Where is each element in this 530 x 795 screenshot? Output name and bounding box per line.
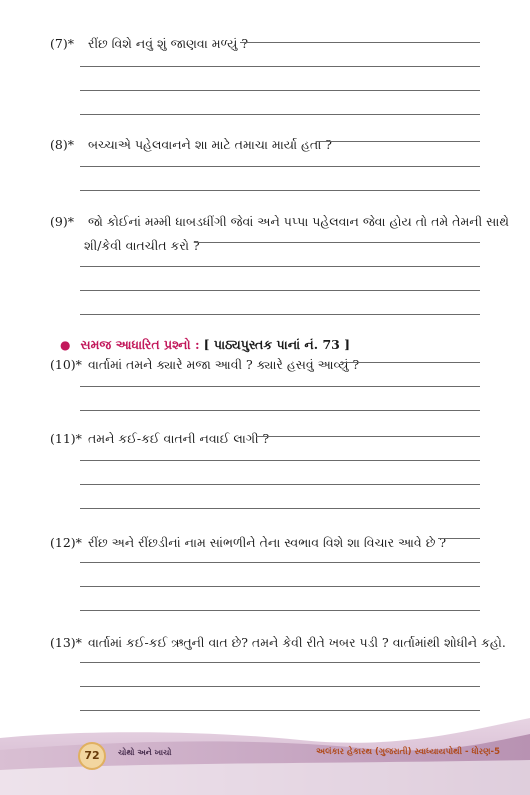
question-text: રીંછ અને રીંછડીનાં નામ સાંભળીને તેના સ્વભાવ વિશે શા વિચાર આવે છે ? bbox=[87, 535, 447, 550]
bullet-icon: ● bbox=[60, 338, 71, 352]
answer-line[interactable] bbox=[80, 166, 480, 167]
question-text: વાર્તામાં તમને ક્યારે મજા આવી ? ક્યારે હસવું આવ્યું ? bbox=[87, 357, 360, 372]
question-8 bbox=[50, 137, 332, 153]
question-text: બચ્ચાએ પહેલવાનને શા માટે તમાચા માર્યા હતા ? bbox=[87, 137, 332, 152]
answer-line[interactable] bbox=[438, 538, 480, 539]
answer-line[interactable] bbox=[240, 42, 480, 43]
textbook-reference: [ પાઠ્યપુસ્તક પાનાં નં. 73 ] bbox=[203, 337, 351, 352]
answer-line[interactable] bbox=[256, 436, 480, 437]
question-9 bbox=[50, 214, 509, 230]
question-number: (11)* bbox=[50, 431, 82, 446]
question-number: (7)* bbox=[50, 36, 74, 51]
answer-line[interactable] bbox=[80, 190, 480, 191]
question-11 bbox=[50, 431, 269, 447]
answer-line[interactable] bbox=[340, 362, 480, 363]
answer-line[interactable] bbox=[80, 484, 480, 485]
question-12 bbox=[50, 535, 446, 551]
answer-line[interactable] bbox=[80, 460, 480, 461]
question-text: તમને કઈ-કઈ વાતની નવાઈ લાગી ? bbox=[87, 431, 270, 446]
answer-line[interactable] bbox=[80, 662, 480, 663]
answer-line[interactable] bbox=[80, 66, 480, 67]
question-number: (10)* bbox=[50, 357, 82, 372]
question-10 bbox=[50, 357, 359, 373]
section-label: સમજ આધારિત પ્રશ્નો : bbox=[80, 337, 200, 352]
answer-line[interactable] bbox=[80, 562, 480, 563]
answer-line[interactable] bbox=[80, 586, 480, 587]
answer-line[interactable] bbox=[80, 610, 480, 611]
answer-line[interactable] bbox=[80, 266, 480, 267]
answer-line[interactable] bbox=[80, 386, 480, 387]
answer-line[interactable] bbox=[80, 410, 480, 411]
question-text: જો કોઈનાં મમ્મી ધાબડધીંગી જેવાં અને પપ્પા પહેલવાન જેવા હોય તો તમે તેમની સાથે bbox=[87, 214, 509, 229]
section-heading bbox=[60, 337, 350, 353]
answer-line[interactable] bbox=[80, 114, 480, 115]
question-9-continued bbox=[84, 238, 200, 254]
question-number: (9)* bbox=[50, 214, 74, 229]
footer-chapter-title: ચોથો અને ખાચો bbox=[118, 748, 172, 757]
question-number: (8)* bbox=[50, 137, 74, 152]
question-text: શી/કેવી વાતચીત કરો ? bbox=[84, 238, 200, 253]
question-text: વાર્તામાં કઈ-કઈ ઋતુની વાત છે? તમને કેવી રીતે ખબર પડી ? વાર્તામાંથી શોધીને કહો. bbox=[87, 635, 506, 650]
answer-line[interactable] bbox=[80, 508, 480, 509]
question-7 bbox=[50, 36, 248, 52]
answer-line[interactable] bbox=[80, 290, 480, 291]
answer-line[interactable] bbox=[80, 314, 480, 315]
footer-book-title: અલંકાર હેકારથ (ગુજરાતી) સ્વાધ્યાયપોથી - ધોરણ-5 bbox=[316, 747, 500, 757]
answer-line[interactable] bbox=[80, 90, 480, 91]
question-text: રીંછ વિશે નવું શું જાણવા મળ્યું ? bbox=[87, 36, 249, 51]
question-number: (13)* bbox=[50, 635, 82, 650]
question-number: (12)* bbox=[50, 535, 82, 550]
page-number: 72 bbox=[78, 742, 106, 770]
answer-line[interactable] bbox=[316, 141, 480, 142]
answer-line[interactable] bbox=[194, 242, 480, 243]
answer-line[interactable] bbox=[80, 686, 480, 687]
question-13 bbox=[50, 635, 506, 651]
